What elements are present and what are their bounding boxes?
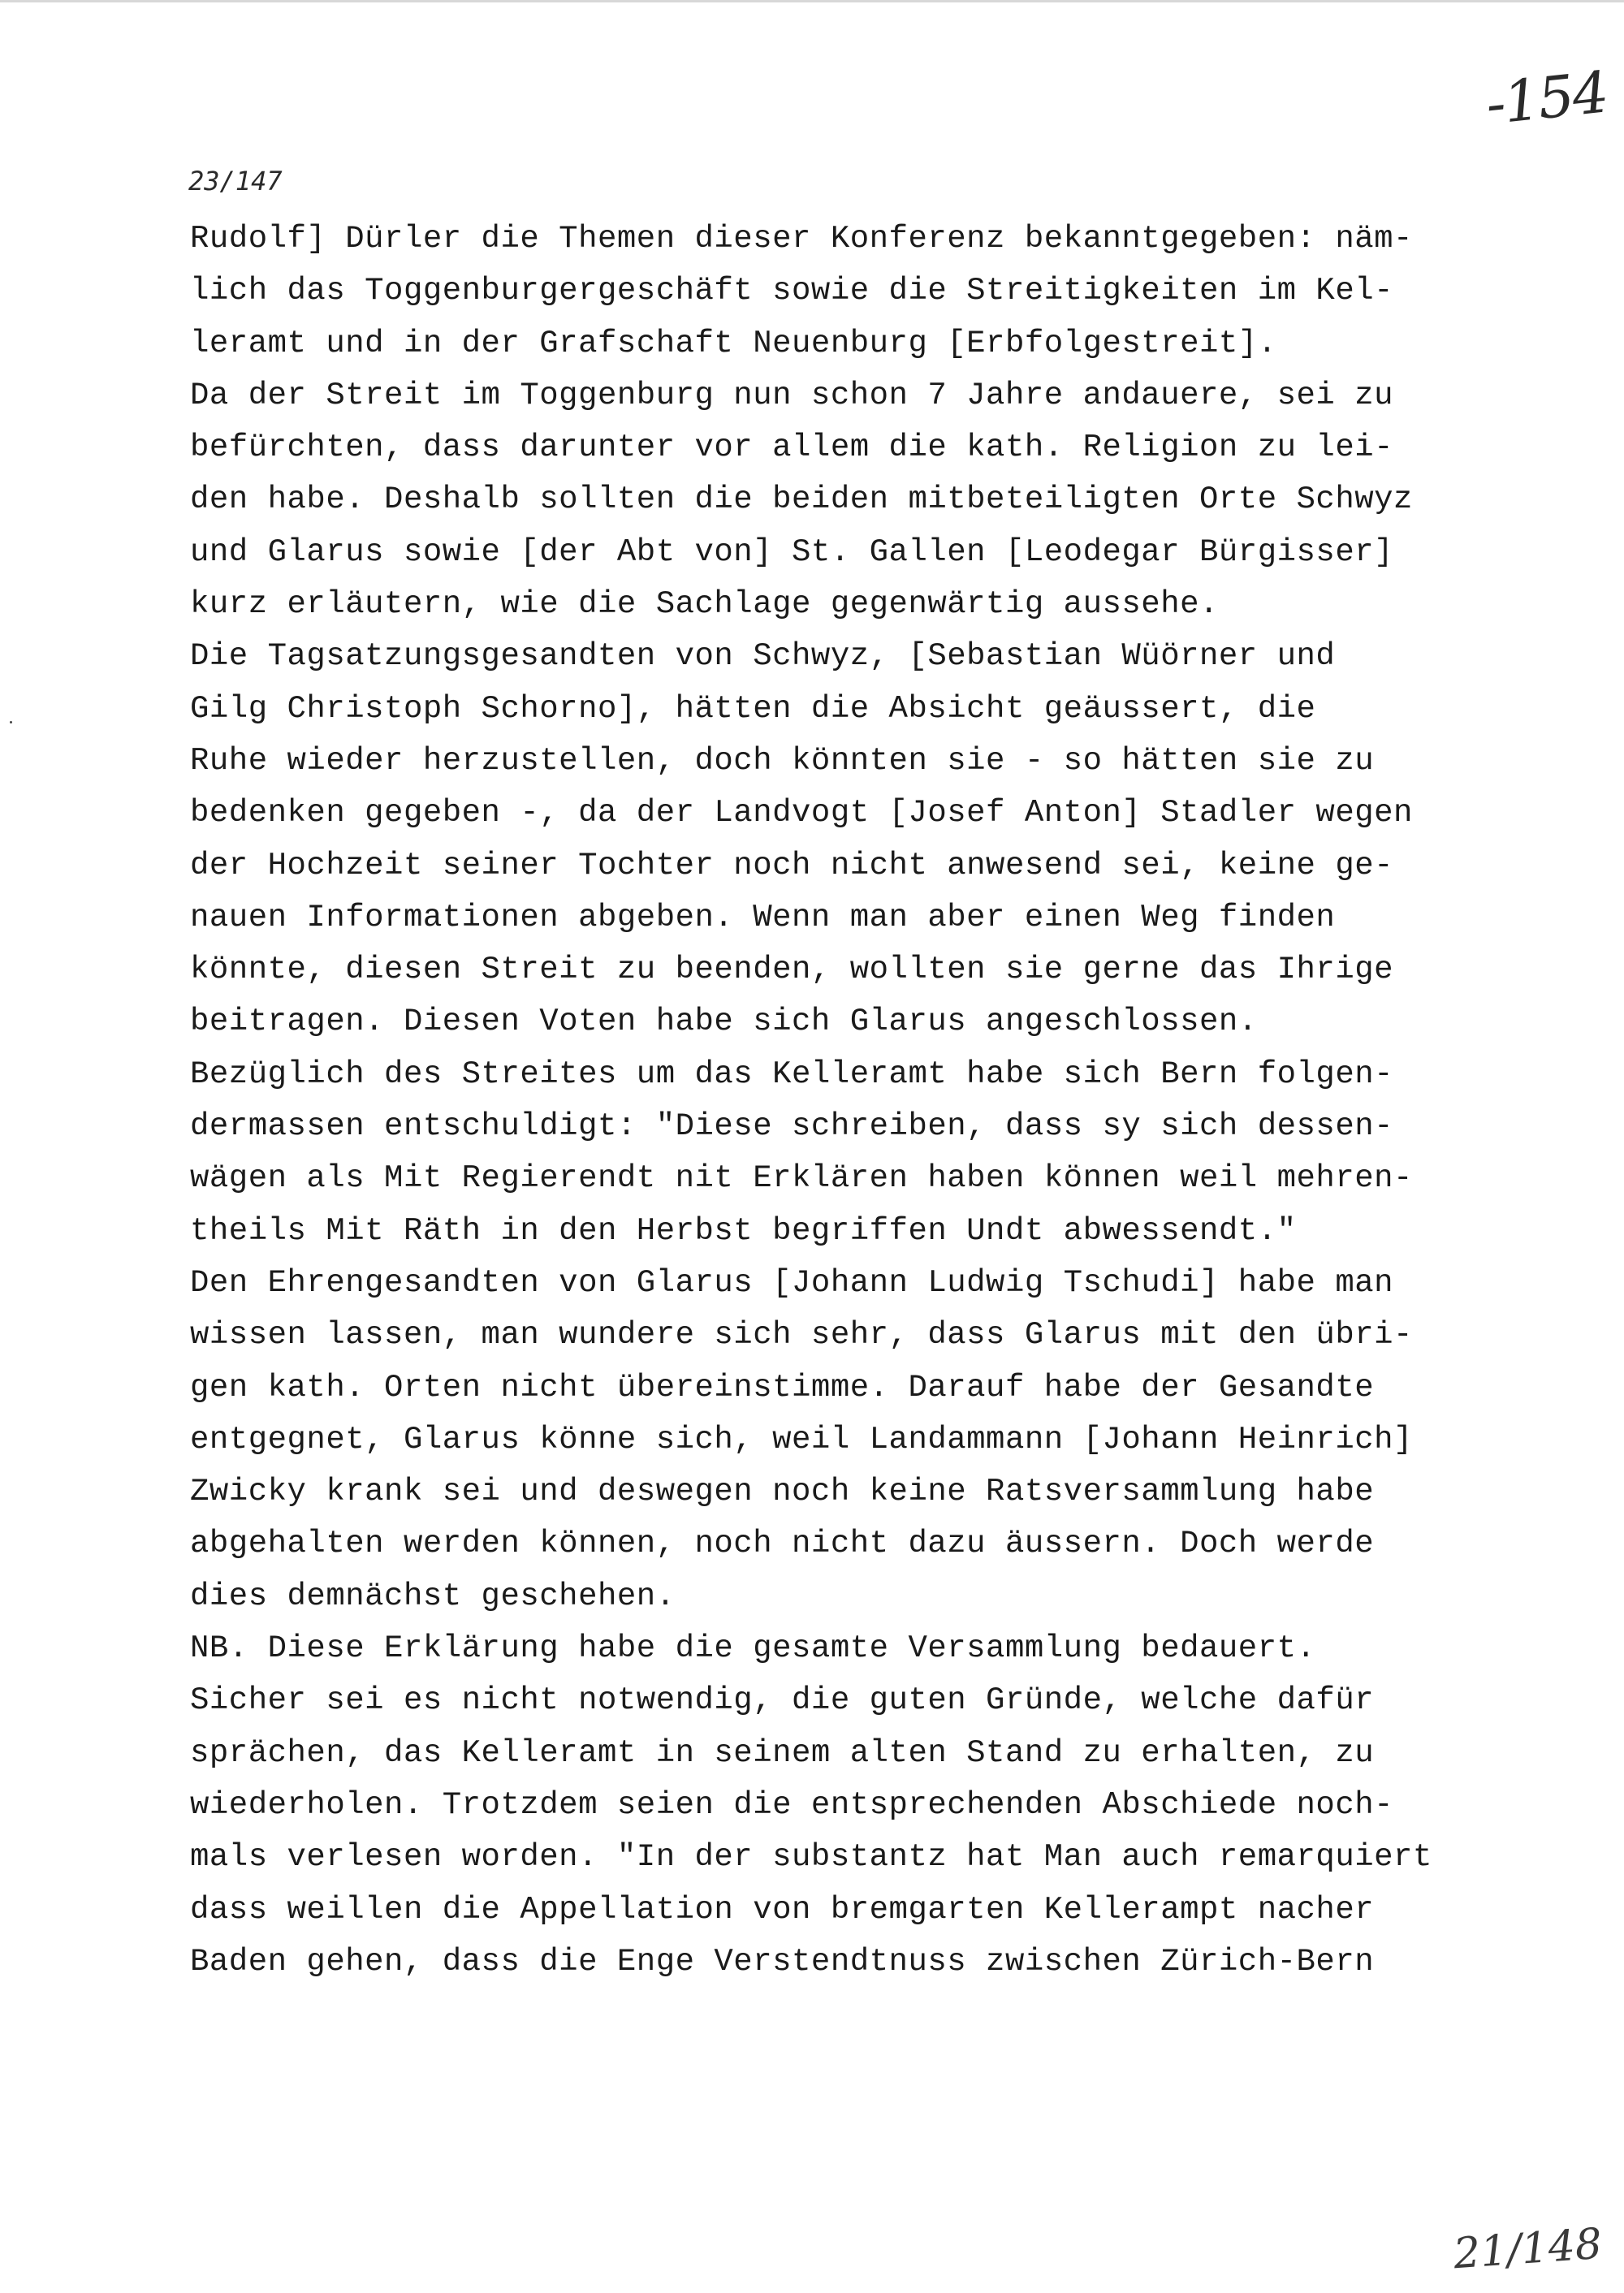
text-line: Zwicky krank sei und deswegen noch keine Ratsversammlung habe <box>190 1474 1375 1510</box>
text-line: befürchten, dass darunter vor allem die kath. Religion zu lei- <box>190 430 1394 466</box>
text-line: leramt und in der Grafschaft Neuenburg [Erbfolgestreit]. <box>190 325 1277 361</box>
text-line: Ruhe wieder herzustellen, doch könnten sie - so hätten sie zu <box>190 742 1375 779</box>
text-line: kurz erläutern, wie die Sachlage gegenwärtig aussehe. <box>190 586 1219 623</box>
folio-number-top: -154 <box>1483 58 1611 138</box>
text-line: Die Tagsatzungsgesandten von Schwyz, [Sebastian Wüörner und <box>190 638 1336 675</box>
text-line: theils Mit Räth in den Herbst begriffen Undt abwessendt." <box>190 1212 1297 1249</box>
text-line: und Glarus sowie [der Abt von] St. Gallen [Leodegar Bürgisser] <box>190 533 1394 570</box>
text-line: lich das Toggenburgergeschäft sowie die Streitigkeiten im Kel- <box>190 273 1394 309</box>
text-line: dass weillen die Appellation von bremgarten Kellerampt nacher <box>190 1891 1375 1928</box>
text-line: wissen lassen, man wundere sich sehr, dass Glarus mit den übri- <box>190 1317 1413 1354</box>
reference-number: 23/147 <box>188 166 283 196</box>
text-line: Den Ehrengesandten von Glarus [Johann Ludwig Tschudi] habe man <box>190 1264 1394 1301</box>
folio-number-bottom: 21/148 <box>1452 2219 1604 2279</box>
text-line: mals verlesen worden. "In der substantz hat Man auch remarquiert <box>190 1839 1432 1876</box>
text-line: Sicher sei es nicht notwendig, die guten Gründe, welche dafür <box>190 1682 1375 1719</box>
text-line: dermassen entschuldigt: "Diese schreiben, dass sy sich dessen- <box>190 1108 1394 1145</box>
text-line: könnte, diesen Streit zu beenden, wollten sie gerne das Ihrige <box>190 952 1394 988</box>
text-line: entgegnet, Glarus könne sich, weil Landammann [Johann Heinrich] <box>190 1421 1413 1457</box>
text-line: NB. Diese Erklärung habe die gesamte Versammlung bedauert. <box>190 1630 1316 1667</box>
text-line: nauen Informationen abgeben. Wenn man aber einen Weg finden <box>190 899 1336 935</box>
text-line: wägen als Mit Regierendt nit Erklären haben können weil mehren- <box>190 1160 1413 1197</box>
text-line: Gilg Christoph Schorno], hätten die Absicht geäussert, die <box>190 690 1316 727</box>
text-line: abgehalten werden können, noch nicht dazu äussern. Doch werde <box>190 1526 1375 1562</box>
text-line: gen kath. Orten nicht übereinstimme. Darauf habe der Gesandte <box>190 1369 1375 1406</box>
text-line: Rudolf] Dürler die Themen dieser Konferenz bekanntgegeben: näm- <box>190 221 1413 257</box>
text-line: der Hochzeit seiner Tochter noch nicht anwesend sei, keine ge- <box>190 847 1394 883</box>
text-line: den habe. Deshalb sollten die beiden mitbeteiligten Orte Schwyz <box>190 481 1413 518</box>
text-line: Baden gehen, dass die Enge Verstendtnuss zwischen Zürich-Bern <box>190 1943 1375 1980</box>
text-line: dies demnächst geschehen. <box>190 1578 676 1614</box>
text-line: sprächen, das Kelleramt in seinem alten Stand zu erhalten, zu <box>190 1734 1375 1771</box>
body-text <box>190 213 1587 1988</box>
text-line: wiederholen. Trotzdem seien die entsprechenden Abschiede noch- <box>190 1786 1394 1823</box>
text-line: bedenken gegeben -, da der Landvogt [Josef Anton] Stadler wegen <box>190 795 1413 831</box>
page-top-edge <box>0 0 1624 2</box>
text-line: Bezüglich des Streites um das Kelleramt habe sich Bern folgen- <box>190 1056 1394 1092</box>
scan-speck <box>10 721 12 723</box>
text-line: Da der Streit im Toggenburg nun schon 7 Jahre andauere, sei zu <box>190 377 1394 413</box>
text-line: beitragen. Diesen Voten habe sich Glarus angeschlossen. <box>190 1004 1258 1040</box>
